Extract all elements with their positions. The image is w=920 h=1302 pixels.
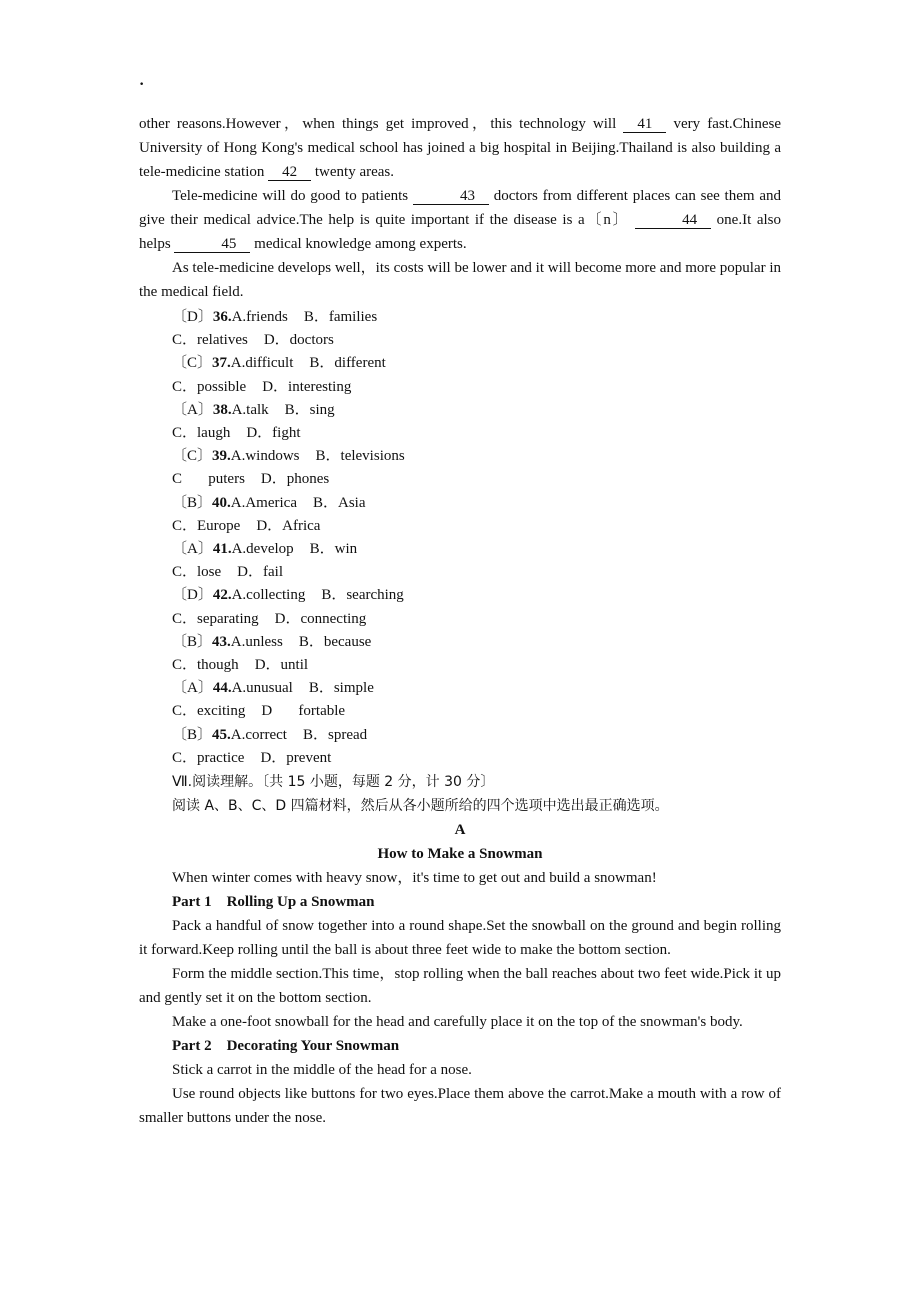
answer-key: 〔B〕 [172,726,213,743]
option-d: D．phones [260,471,330,488]
option-d: D．interesting [262,378,352,395]
option-b: B．televisions [315,448,405,465]
passage-intro: When winter comes with heavy snow，it's time to get out and build a snowman! [172,870,657,887]
answer-key: 〔D〕 [172,309,213,325]
answer-key: 〔D〕 [172,587,213,604]
question-line [139,352,781,375]
option-a: A.unless [230,633,283,650]
question-number: 42. [212,587,232,604]
blank-45: 45 [174,236,250,253]
question-number: 44. [212,680,232,697]
question-line [139,608,781,631]
answer-key: 〔B〕 [172,494,213,511]
option-a: A.correct [230,726,287,743]
section-instructions: 阅读 A、B、C、D 四篇材料，然后从各小题所给的四个选项中选出最正确选项。 [172,798,669,815]
option-a: A.windows [230,448,300,465]
cloze-paragraph-3: As tele-medicine develops well，its costs will be lower and it will become more and more popular in the medical field. [139,260,782,300]
part1-paragraph-2: Form the middle section.This time，stop rolling when the ball reaches about two feet wide.Pick it up and gently set it on the bottom section. [139,966,781,1007]
question-line [139,422,781,445]
option-b: B．win [309,541,358,558]
part2-paragraph-1: Stick a carrot in the middle of the head for a nose. [172,1062,472,1079]
blank-43: 43 [413,188,489,205]
option-d: D fortable [261,703,346,720]
part2-paragraph-2: Use round objects like buttons for two eyes.Place them above the carrot.Make a mouth with a row of smaller buttons under the nose. [139,1086,781,1127]
part1-title: Part 1 Rolling Up a Snowman [172,894,375,911]
option-b: B．sing [284,401,335,418]
answer-key: 〔A〕 [172,541,213,558]
option-d: D．prevent [260,749,332,766]
option-a: A.talk [231,401,269,418]
question-number: 45. [212,726,231,743]
question-number: 41. [212,541,232,558]
option-c: C．laugh [172,425,231,442]
question-line [139,468,781,491]
option-c: C．exciting [172,703,246,720]
option-a: A.difficult [230,355,294,372]
section-title: Ⅶ.阅读理解。〔共 15 小题，每题 2 分，计 30 分〕 [172,774,495,791]
answer-key: 〔A〕 [172,680,213,697]
question-line [139,515,781,538]
question-number: 43. [212,633,231,650]
option-c: C puters [172,471,245,488]
cloze-paragraph-2: Tele-medicine will do good to patients 43 doctors from different places can see them and give their medical advice.The help is quite important if the disease is a〔n〕 44 one.It also helps 45 medical knowledge among experts. [139,188,781,252]
option-d: D．fight [246,425,301,442]
question-number: 36. [212,309,232,325]
option-c: C．practice [172,749,245,766]
option-b: B．Asia [312,494,366,511]
question-number: 40. [212,494,231,511]
header-mark: · [139,76,145,93]
question-list [139,306,781,770]
option-c: C．separating [172,610,259,627]
question-line [139,584,781,607]
option-b: B．different [309,355,386,372]
option-c: C．lose [172,564,222,581]
option-b: B．searching [321,587,404,604]
part1-paragraph-3: Make a one-foot snowball for the head and carefully place it on the top of the snowman's body. [172,1014,743,1031]
part1-paragraph-1: Pack a handful of snow together into a round shape.Set the snowball on the ground and begin rolling it forward.Keep rolling until the ball is about three feet wide to make the bottom section. [139,918,781,959]
blank-44: 44 [635,212,711,229]
option-a: A.unusual [231,680,293,697]
option-c: C．though [172,657,239,674]
question-line [139,561,781,584]
option-a: A.friends [231,309,288,325]
option-c: C．Europe [172,517,241,534]
option-d: D．doctors [263,332,334,349]
question-line [139,747,781,770]
option-b: B．spread [302,726,368,743]
question-number: 39. [212,448,231,465]
blank-41: 41 [623,116,666,133]
cloze-paragraph-1: other reasons.However，when things get improved，this technology will 41 very fast.Chinese University of Hong Kong's medical school has joined a big hospital in Beijing.Thailand is also building a tele-medicine station 42 twenty areas. [139,116,781,180]
answer-key: 〔A〕 [172,401,213,418]
part2-title: Part 2 Decorating Your Snowman [172,1038,400,1055]
option-c: C．possible [172,378,247,395]
option-a: A.America [230,494,297,511]
option-d: D．connecting [274,610,367,627]
option-c: C．relatives [172,332,248,349]
question-line [139,492,781,515]
option-d: D．Africa [256,517,321,534]
question-line [139,654,781,677]
question-line [139,724,781,747]
answer-key: 〔B〕 [172,633,213,650]
passage-title: How to Make a Snowman [377,846,543,863]
option-b: B．because [298,633,372,650]
question-line [139,376,781,399]
answer-key: 〔C〕 [172,448,213,465]
blank-42: 42 [268,164,311,181]
question-number: 38. [212,401,232,418]
answer-key: 〔C〕 [172,355,213,372]
option-b: B．simple [308,680,374,697]
question-number: 37. [212,355,231,372]
question-line [139,306,781,329]
document-page [139,78,781,1130]
option-d: D．fail [237,564,283,581]
option-a: A.collecting [231,587,306,604]
option-a: A.develop [231,541,294,558]
option-d: D．until [254,657,309,674]
question-line [139,399,781,422]
option-b: B．families [303,309,378,325]
question-line [139,700,781,723]
question-line [139,631,781,654]
question-line [139,329,781,352]
question-line [139,538,781,561]
passage-label: A [454,822,466,839]
question-line [139,445,781,468]
question-line [139,677,781,700]
